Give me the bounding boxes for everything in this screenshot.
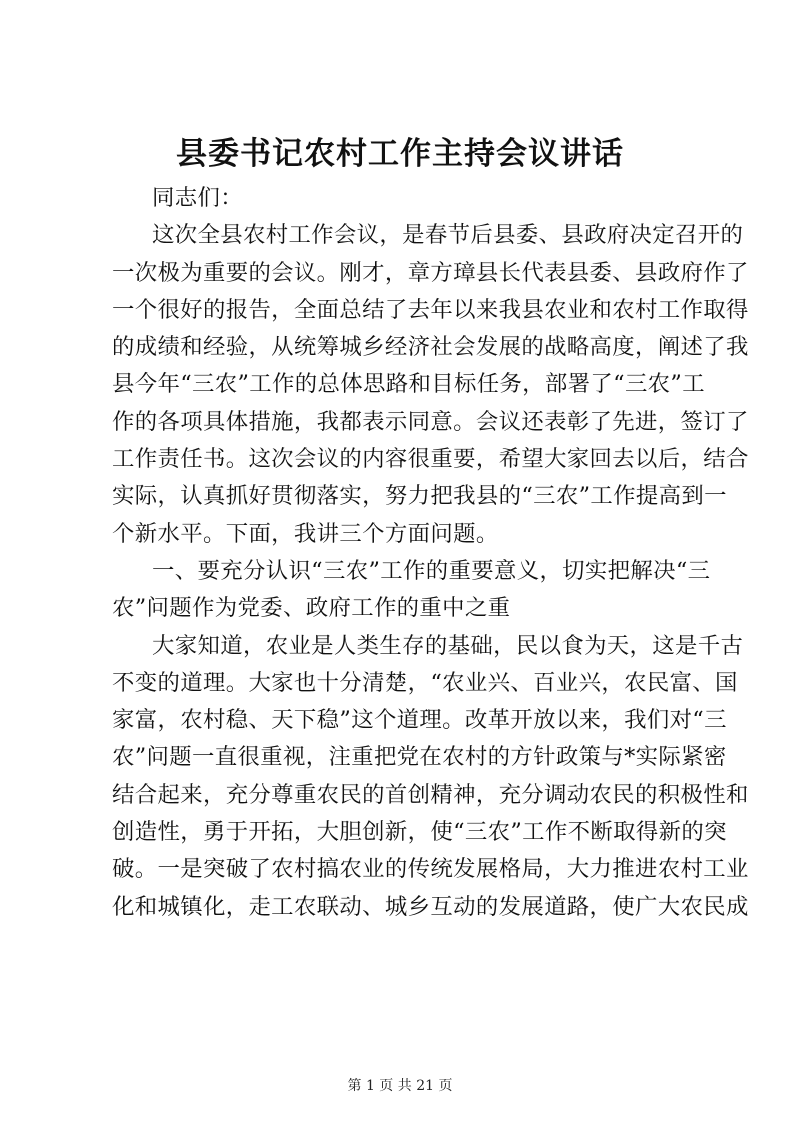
paragraph-line: 化和城镇化，走工农联动、城乡互动的发展道路，使广大农民成 [112,893,749,920]
paragraph-line: 创造性，勇于开拓，大胆创新，使“三农”工作不断取得新的突 [112,819,727,846]
paragraph-line: 一次极为重要的会议。刚才，章方璋县长代表县委、县政府作了 [112,259,749,286]
document-title: 县委书记农村工作主持会议讲话 [176,136,624,172]
page-number-footer: 第 1 页 共 21 页 [347,1078,453,1094]
document-body [112,180,749,926]
paragraph-line: 不变的道理。大家也十分清楚，“农业兴、百业兴，农民富、国 [112,669,738,696]
section-heading-line: 农”问题作为党委、政府工作的重中之重 [112,595,511,622]
paragraph-line: 破。一是突破了农村搞农业的传统发展格局，大力推进农村工业 [112,856,749,883]
salutation-line: 同志们： [152,185,243,211]
paragraph-line: 大家知道，农业是人类生存的基础，民以食为天，这是千古 [152,632,744,659]
paragraph-line: 一个很好的报告，全面总结了去年以来我县农业和农村工作取得 [112,296,749,323]
paragraph-line: 个新水平。下面，我讲三个方面问题。 [112,520,499,547]
section-heading-line: 一、要充分认识“三农”工作的重要意义，切实把解决“三 [152,557,711,584]
paragraph-line: 农”问题一直很重视，注重把党在农村的方针政策与*实际紧密 [112,744,727,771]
paragraph-line: 作的各项具体措施，我都表示同意。会议还表彰了先进，签订了 [112,408,749,435]
paragraph-line: 家富，农村稳、天下稳”这个道理。改革开放以来，我们对“三 [112,707,727,734]
paragraph-line: 实际，认真抓好贯彻落实，努力把我县的“三农”工作提高到一 [112,483,727,510]
paragraph-line: 的成绩和经验，从统筹城乡经济社会发展的战略高度，阐述了我 [112,334,749,361]
paragraph-line: 结合起来，充分尊重农民的首创精神，充分调动农民的积极性和 [112,781,749,808]
paragraph-line: 县今年“三农”工作的总体思路和目标任务，部署了“三农”工 [112,371,705,398]
paragraph-line: 这次全县农村工作会议，是春节后县委、县政府决定召开的 [152,222,744,249]
paragraph-line: 工作责任书。这次会议的内容很重要，希望大家回去以后，结合 [112,446,749,473]
